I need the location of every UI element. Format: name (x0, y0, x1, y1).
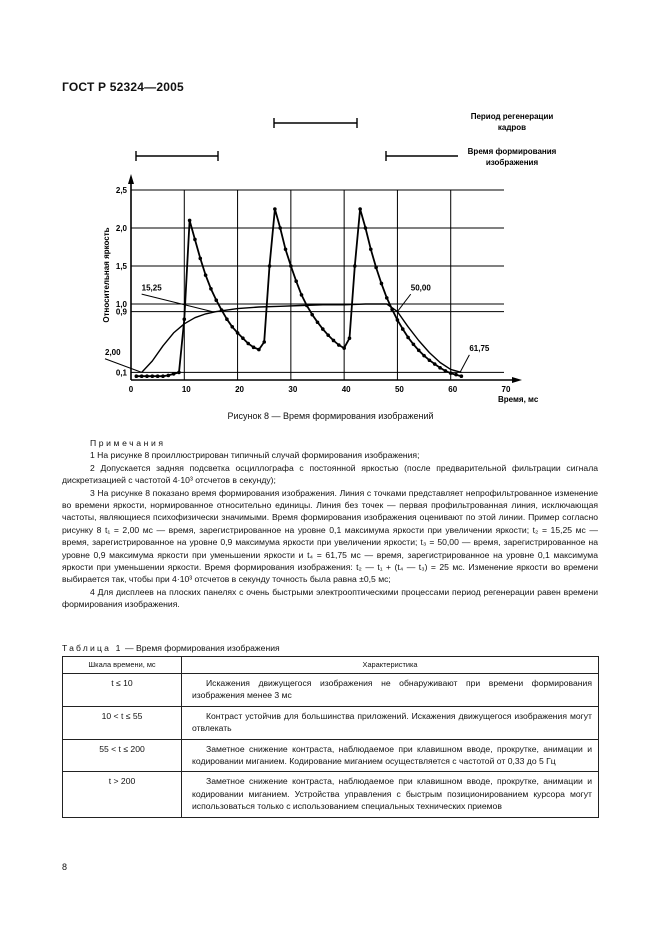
data-point (177, 371, 181, 375)
data-point (161, 374, 165, 378)
table-title: Таблица 1 — Время формирования изображения (62, 643, 280, 653)
notes-block (62, 437, 598, 611)
data-point (454, 373, 458, 377)
data-point (326, 333, 330, 337)
data-point (193, 238, 197, 242)
chart-labels (102, 186, 539, 404)
t4-leader (460, 355, 469, 372)
data-point (444, 369, 448, 373)
formation-bracket-left (136, 151, 218, 161)
data-point (294, 279, 298, 283)
x-tick-label: 20 (235, 385, 245, 394)
notes-title: Примечания (90, 438, 166, 448)
scale-cell: 10 < t ≤ 55 (63, 706, 182, 739)
y-tick-label: 0,9 (115, 307, 127, 317)
data-point (214, 298, 218, 302)
table-header-row (63, 657, 599, 674)
x-tick-label: 40 (341, 385, 351, 394)
data-point (188, 219, 192, 223)
data-point (433, 362, 437, 366)
x-axis-arrow (512, 377, 522, 383)
data-point (353, 264, 357, 268)
data-point (225, 317, 229, 321)
data-point (380, 282, 384, 286)
data-point (449, 371, 453, 375)
t1-label: 2,00 (105, 347, 121, 357)
filtered-luminance-line (142, 304, 462, 372)
data-point (156, 374, 160, 378)
data-point (310, 313, 314, 317)
t2-label: 15,25 (141, 283, 162, 293)
y-axis-arrow (128, 174, 134, 184)
data-point (209, 287, 213, 291)
data-point (268, 264, 272, 268)
x-axis-label: Время, мс (498, 395, 539, 404)
data-point (348, 336, 352, 340)
data-point (182, 317, 186, 321)
formation-bracket-right (386, 151, 458, 161)
period-label-line2: кадров (497, 123, 527, 132)
data-point (422, 354, 426, 358)
y-tick-label: 2,0 (115, 224, 127, 233)
table-row (63, 674, 599, 707)
data-point (145, 374, 149, 378)
header-characteristic: Характеристика (182, 657, 599, 674)
data-point (289, 264, 293, 268)
data-point (412, 342, 416, 346)
table-row (63, 706, 599, 739)
note-3: 3 На рисунке 8 показано время формирования изображения. Линия с точками представляет непрофильтрованное изменение во времени яркости, нормированное относительно единицы. Линия без точек — первая профильтрованная линия, исключающая частоты, являющиеся психофизически значимыми. Время формирования изображения оценивают по этой линии. Пример согласно рисунку 8 t₁ = 2,00 мс — время, зарегистрированное на уровне 0,1 максимума яркости при увеличении яркости; t₂ = 15,25 мс — время, зарегистрированное на уровне 0,9 максимума яркости при увеличении яркости; t₃ = 50,00 — время, зарегистрированное на уровне 0,9 максимума яркости при уменьшении яркости и t₄ = 61,75 мс — время, зарегистрированное на уровне 0,1 максимума яркости при уменьшении яркости. Время формирования изображения: t₂ — t₁ + (t₄ — t₃) = 25 мс. Изменение яркости во времени выбирается так, чтобы при 4·10³ отсчетов в секунду точность была равна ±0,5 мс; (62, 487, 598, 585)
formation-label-line2: изображения (485, 158, 539, 167)
x-tick-label: 10 (181, 385, 191, 394)
figure-caption: Рисунок 8 — Время формирования изображений (227, 411, 434, 421)
period-bracket (274, 118, 357, 128)
x-tick-label: 60 (448, 385, 458, 394)
document-header: ГОСТ Р 52324—2005 (62, 80, 184, 94)
page-number: 8 (62, 862, 68, 872)
data-point (385, 296, 389, 300)
data-point (151, 374, 155, 378)
data-point (342, 346, 346, 350)
t3-label: 50,00 (410, 283, 431, 293)
y-tick-label: 1,0 (115, 300, 127, 309)
data-point (364, 226, 368, 230)
x-tick-label: 30 (288, 385, 298, 394)
data-point (204, 273, 208, 277)
data-point (417, 349, 421, 353)
characteristic-cell: Контраст устойчив для большинства приложений. Искажения движущегося изображения могут отвлекать (182, 706, 599, 739)
data-point (401, 327, 405, 331)
t4-label: 61,75 (469, 344, 490, 354)
characteristic-cell: Заметное снижение контраста, наблюдаемое при клавишном вводе, прокрутке, анимации и кодировании миганием. Кодирование миганием осуществляется с частотой от 0,33 до 5 Гц (182, 739, 599, 772)
scale-cell: 55 < t ≤ 200 (63, 739, 182, 772)
data-point (135, 374, 139, 378)
data-point (358, 207, 362, 211)
table-row (63, 739, 599, 772)
data-point (230, 325, 234, 329)
data-point (374, 266, 378, 270)
y-tick-label: 1,5 (115, 262, 127, 271)
data-point (273, 207, 277, 211)
data-point (428, 358, 432, 362)
period-label-line1: Период регенерации (470, 112, 554, 121)
data-point (257, 348, 261, 352)
data-point (140, 374, 144, 378)
y-axis-label: Относительная яркость (102, 227, 111, 323)
t2-leader (142, 294, 213, 311)
x-tick-label: 50 (394, 385, 404, 394)
t3-leader (397, 294, 410, 311)
data-point (438, 366, 442, 370)
characteristic-cell: Искажения движущегося изображения не обнаруживают при времени формирования изображения менее 3 мс (182, 674, 599, 707)
data-point (278, 226, 282, 230)
unfiltered-luminance-line (136, 209, 461, 376)
x-tick-label: 0 (128, 385, 134, 394)
data-point (262, 340, 266, 344)
formation-label-line1: Время формирования (467, 147, 557, 156)
x-tick-label: 70 (501, 385, 511, 394)
data-point (460, 374, 464, 378)
data-point (172, 372, 176, 376)
data-point (369, 247, 373, 251)
data-point (300, 293, 304, 297)
data-point (316, 320, 320, 324)
scale-cell: t > 200 (63, 772, 182, 817)
data-point (241, 336, 245, 340)
characteristic-cell: Заметное снижение контраста, наблюдаемое при клавишном вводе, прокрутке, анимации и кодировании миганием. Устройства управления с быстрым позиционированием курсора могут использоваться только с использованием специальных технических приемов (182, 772, 599, 817)
data-point (321, 327, 325, 331)
y-tick-label: 2,5 (115, 186, 127, 195)
time-table (62, 656, 599, 818)
data-point (246, 342, 250, 346)
data-point (252, 346, 256, 350)
y-tick-label: 0,1 (115, 368, 127, 378)
data-point (337, 343, 341, 347)
data-point (406, 336, 410, 340)
data-point (396, 318, 400, 322)
note-1: 1 На рисунке 8 проиллюстрирован типичный случай формирования изображения; (90, 450, 420, 461)
data-point (284, 247, 288, 251)
data-point (198, 257, 202, 261)
data-point (167, 374, 171, 378)
header-scale: Шкала времени, мс (63, 657, 182, 674)
table-row (63, 772, 599, 817)
time-chart (0, 100, 661, 410)
data-point (332, 339, 336, 343)
data-point (236, 331, 240, 335)
scale-cell: t ≤ 10 (63, 674, 182, 707)
note-4: 4 Для дисплеев на плоских панелях с очень быстрыми электрооптическими процессами период регенерации равен времени формирования изображения. (62, 586, 598, 610)
note-2: 2 Допускается задняя подсветка осциллографа с постоянной яркостью (после предварительной фильтрации сигнала дискретизацией с частотой 4·10³ отсчетов в секунду); (62, 462, 598, 486)
